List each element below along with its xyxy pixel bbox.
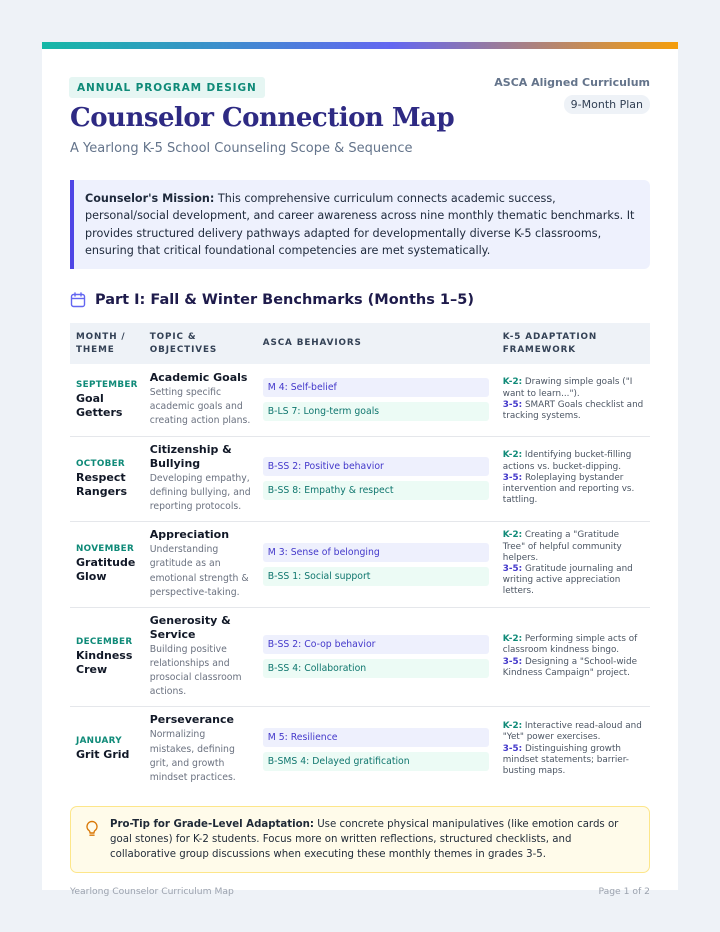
document-page	[42, 42, 678, 897]
behavior-tag: B-SMS 4: Delayed gratification	[263, 752, 489, 771]
theme-label: Kindness Crew	[76, 648, 133, 676]
theme-label: Grit Grid	[76, 748, 130, 762]
topic-objective: Building positive relationships and prosocial classroom actions.	[149, 643, 242, 698]
topic-objective: Setting specific academic goals and creating action plans.	[149, 386, 251, 427]
footer-title: Yearlong Counselor Curriculum Map	[70, 886, 234, 897]
gradient-accent-bar	[42, 42, 678, 49]
month-label: DECEMBER	[76, 636, 133, 647]
topic-objective: Normalizing mistakes, defining grit, and growth mindset practices.	[149, 729, 236, 783]
adaptation-k2: K-2: Drawing simple goals ("I want to learn...").	[502, 377, 633, 399]
section-title: Part I: Fall & Winter Benchmarks (Months 1–5)	[95, 292, 474, 308]
table-row	[70, 436, 650, 521]
topic-objective: Developing empathy, defining bullying, and reporting protocols.	[149, 472, 251, 513]
mission-label: Counselor's Mission:	[85, 192, 215, 205]
adaptation-35: 3-5: Designing a "School-wide Kindness Campaign" project.	[502, 656, 637, 678]
lightbulb-icon	[84, 820, 100, 838]
table-row	[70, 364, 650, 436]
behavior-tag: B-SS 1: Social support	[263, 567, 489, 586]
topic-title: Perseverance	[149, 713, 234, 727]
adaptation-k2: K-2: Creating a "Gratitude Tree" of helpful community helpers.	[502, 530, 622, 563]
month-label: SEPTEMBER	[76, 379, 138, 390]
behavior-tag: B-SS 2: Positive behavior	[263, 457, 489, 476]
benchmark-table	[70, 323, 650, 792]
tip-label: Pro-Tip for Grade-Level Adaptation:	[110, 819, 314, 830]
adaptation-k2: K-2: Identifying bucket-filling actions vs. bucket-dipping.	[502, 450, 632, 472]
theme-label: Respect Rangers	[76, 470, 128, 498]
table-row	[70, 706, 650, 792]
topic-title: Citizenship & Bullying	[149, 442, 232, 470]
section-heading	[70, 292, 474, 308]
adaptation-35: 3-5: SMART Goals checklist and tracking systems.	[502, 399, 644, 421]
month-label: NOVEMBER	[76, 544, 135, 554]
pro-tip-callout	[70, 806, 650, 873]
table-row	[70, 607, 650, 706]
adaptation-35: 3-5: Distinguishing growth mindset statements; barrier-busting maps.	[502, 743, 629, 777]
topic-objective: Understanding gratitude as an emotional strength & perspective-taking.	[149, 544, 249, 598]
tip-text: Use concrete physical manipulatives (like emotion cards or goal stones) for K-2 students. Focus more on written reflections, structured checklists, and collaborative group discussions when executing these monthly themes in grades 3-5.	[110, 819, 619, 860]
plan-badge: 9-Month Plan	[564, 95, 650, 114]
calendar-icon	[70, 292, 86, 308]
adaptation-k2: K-2: Interactive read-aloud and "Yet" power exercises.	[502, 721, 642, 743]
adaptation-35: 3-5: Roleplaying bystander intervention and reporting vs. tattling.	[502, 472, 635, 506]
behavior-tag: M 4: Self-belief	[263, 378, 489, 397]
behavior-tag: B-SS 8: Empathy & respect	[263, 481, 489, 500]
col-header-topic: TOPIC & OBJECTIVES	[149, 331, 218, 355]
col-header-adaptation: K-5 ADAPTATION FRAMEWORK	[502, 331, 598, 355]
aligned-label: ASCA Aligned Curriculum	[494, 76, 650, 89]
adaptation-35: 3-5: Gratitude journaling and writing active appreciation letters.	[502, 564, 633, 597]
adaptation-k2: K-2: Performing simple acts of classroom kindness bingo.	[502, 634, 638, 656]
behavior-tag: B-SS 4: Collaboration	[263, 659, 489, 678]
topic-title: Academic Goals	[149, 370, 248, 384]
col-header-month: MONTH / THEME	[76, 331, 126, 355]
table-header-row	[70, 323, 650, 364]
page-number: Page 1 of 2	[598, 886, 650, 897]
behavior-tag: B-LS 7: Long-term goals	[263, 402, 489, 421]
behavior-tag: M 3: Sense of belonging	[263, 543, 489, 562]
eyebrow-badge: ANNUAL PROGRAM DESIGN	[69, 77, 265, 98]
theme-label: Gratitude Glow	[76, 556, 136, 583]
topic-title: Appreciation	[149, 528, 230, 542]
behavior-tag: B-SS 2: Co-op behavior	[263, 635, 489, 654]
table-row	[70, 521, 650, 607]
page-subtitle: A Yearlong K-5 School Counseling Scope & Sequence	[70, 141, 413, 156]
topic-title: Generosity & Service	[149, 613, 231, 641]
header-meta	[494, 76, 650, 114]
mission-text: This comprehensive curriculum connects academic success, personal/social development, and career awareness across nine monthly thematic benchmarks. It provides structured delivery pathways adapted for developmentally diverse K-5 classrooms, ensuring that critical foundational competencies are met systematically.	[85, 192, 635, 257]
theme-label: Goal Getters	[76, 391, 123, 419]
behavior-tag: M 5: Resilience	[263, 728, 489, 747]
page-title: Counselor Connection Map	[70, 103, 455, 133]
col-header-behaviors: ASCA BEHAVIORS	[262, 338, 362, 348]
mission-callout	[70, 180, 650, 269]
month-label: JANUARY	[76, 736, 122, 747]
month-label: OCTOBER	[76, 458, 126, 469]
